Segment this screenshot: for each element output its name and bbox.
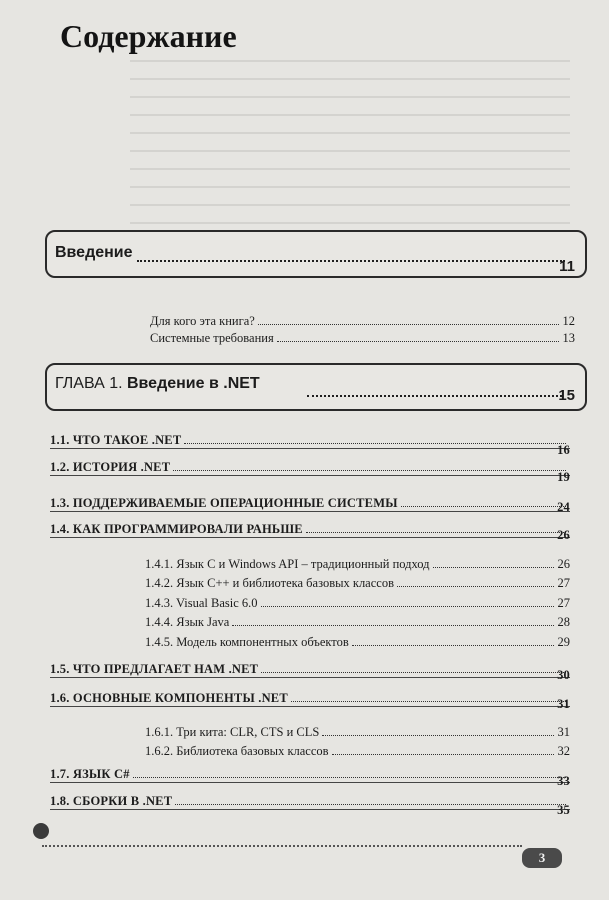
toc-section-row: 1.2. ИСТОРИЯ .NET [50,458,570,476]
chapter-title: Введение в .NET [127,375,260,392]
intro-label: Введение [55,244,133,261]
toc-section-row: 1.3. ПОДДЕРЖИВАЕМЫЕ ОПЕРАЦИОННЫЕ СИСТЕМЫ [50,494,570,512]
toc-section-row: 1.7. ЯЗЫК C# [50,765,570,783]
list-item: Для кого эта книга? 12 [150,314,575,328]
page-number: 3 [522,848,562,868]
list-item: 1.4.1. Язык С и Windows API – традиционный подход 26 [145,557,570,571]
chapter-prefix: ГЛАВА 1. [55,375,123,392]
chapter-box [45,363,587,411]
toc-section-page: 31 [557,697,570,711]
toc-section-page: 35 [557,803,570,817]
list-item: 1.4.5. Модель компонентных объектов 29 [145,635,570,649]
list-item: 1.6.1. Три кита: CLR, CTS и CLS 31 [145,725,570,739]
intro-box [45,230,587,278]
chapter-heading [55,375,260,393]
toc-section-page: 30 [557,668,570,682]
toc-section-page: 19 [557,470,570,484]
footer-bullet-icon [33,823,49,839]
list-item: 1.6.2. Библиотека базовых классов 32 [145,744,570,758]
toc-section-row: 1.8. СБОРКИ В .NET [50,792,570,810]
toc-section-page: 26 [557,528,570,542]
list-item: Системные требования 13 [150,331,575,345]
intro-leader [137,260,565,262]
list-item: 1.4.2. Язык С++ и библиотека базовых классов 27 [145,576,570,590]
footer-divider [42,845,522,847]
toc-section-row: 1.4. КАК ПРОГРАММИРОВАЛИ РАНЬШЕ [50,520,570,538]
toc-section-row: 1.6. ОСНОВНЫЕ КОМПОНЕНТЫ .NET [50,689,570,707]
toc-section-page: 33 [557,774,570,788]
list-item: 1.4.4. Язык Java 28 [145,615,570,629]
chapter-leader [307,395,562,397]
intro-page: 11 [559,258,575,275]
bleed-through [130,60,570,230]
toc-section-page: 24 [557,500,570,514]
toc-section-row: 1.5. ЧТО ПРЕДЛАГАЕТ НАМ .NET [50,660,570,678]
page-title: Содержание [60,18,237,54]
toc-section-page: 16 [557,443,570,457]
chapter-page: 15 [558,387,575,404]
list-item: 1.4.3. Visual Basic 6.0 27 [145,596,570,610]
toc-section-row: 1.1. ЧТО ТАКОЕ .NET [50,431,570,449]
